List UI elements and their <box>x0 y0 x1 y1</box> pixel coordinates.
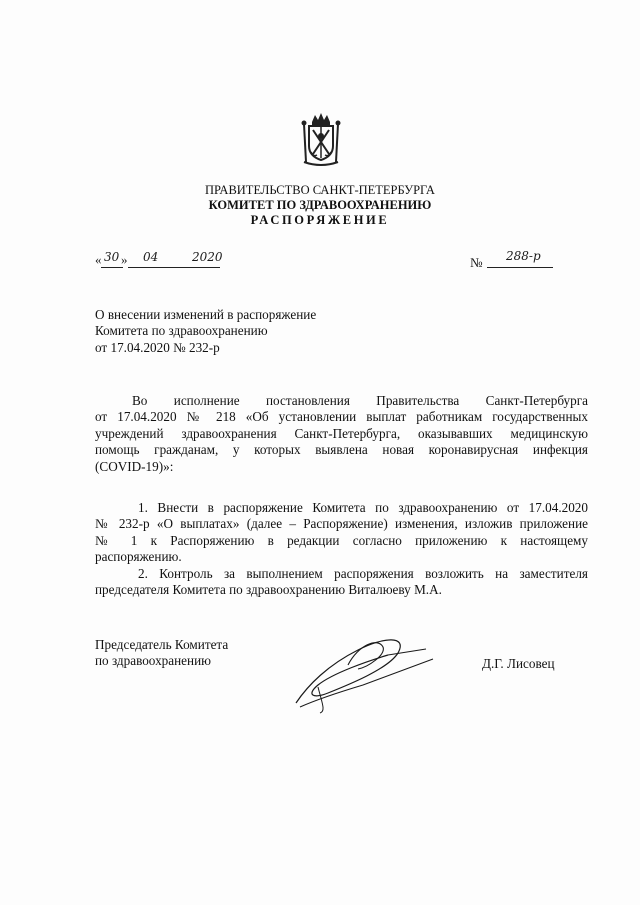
subject-line: О внесении изменений в распоряжение <box>95 307 317 322</box>
preamble-paragraph <box>95 393 588 475</box>
signatory-title-line: по здравоохранению <box>95 653 211 669</box>
government-title: ПРАВИТЕЛЬСТВО САНКТ-ПЕТЕРБУРГА <box>205 183 435 197</box>
preamble-line: Во исполнение постановления Правительства Санкт-Петербурга <box>132 393 588 408</box>
item-line: № 1 к Распоряжению в редакции согласно приложению к настоящему <box>95 532 588 548</box>
st-petersburg-coat-of-arms-icon <box>300 112 342 170</box>
date-day: 30 <box>104 250 120 264</box>
number-sign: № <box>470 255 483 270</box>
committee-title: КОМИТЕТ ПО ЗДРАВООХРАНЕНИЮ <box>208 198 432 212</box>
preamble-line: учреждений здравоохранения Санкт-Петербурга, оказывавших медицинскую <box>95 425 588 441</box>
number-underline <box>487 267 553 268</box>
item-line: № 232-р «О выплатах» (далее – Распоряжение) изменения, изложив приложение <box>95 516 588 532</box>
date-close-quote: » <box>121 252 128 267</box>
signatory-name: Д.Г. Лисовец <box>482 656 555 671</box>
document-subject <box>95 307 316 356</box>
document-type-title: РАСПОРЯЖЕНИЕ <box>250 213 390 227</box>
preamble-line: помощь гражданам, у которых выявлена новая коронавирусная инфекция <box>95 442 588 458</box>
document-number: 288-р <box>506 249 541 263</box>
item-line: 1. Внести в распоряжение Комитета по здравоохранению от 17.04.2020 <box>138 500 588 515</box>
signatory-title <box>95 637 228 670</box>
subject-line: от 17.04.2020 № 232-р <box>95 339 220 355</box>
item-line: председателя Комитета по здравоохранению Виталюеву М.А. <box>95 582 442 598</box>
signatory-title-line: Председатель Комитета <box>95 637 229 652</box>
date-open-quote: « <box>95 252 102 267</box>
handwritten-signature <box>288 625 438 715</box>
order-item-1 <box>95 500 588 566</box>
subject-line: Комитета по здравоохранению <box>95 323 268 339</box>
item-line: 2. Контроль за выполнением распоряжения возложить на заместителя <box>138 566 588 581</box>
order-item-2 <box>95 566 588 599</box>
date-year: 2020 <box>192 250 223 264</box>
preamble-line: от 17.04.2020 № 218 «Об установлении выплат работникам государственных <box>95 409 588 425</box>
date-month-year-underline <box>128 267 220 268</box>
date-month: 04 <box>143 250 159 264</box>
item-line: распоряжению. <box>95 549 182 565</box>
date-day-underline <box>101 267 123 268</box>
preamble-line: (COVID-19)»: <box>95 458 174 474</box>
